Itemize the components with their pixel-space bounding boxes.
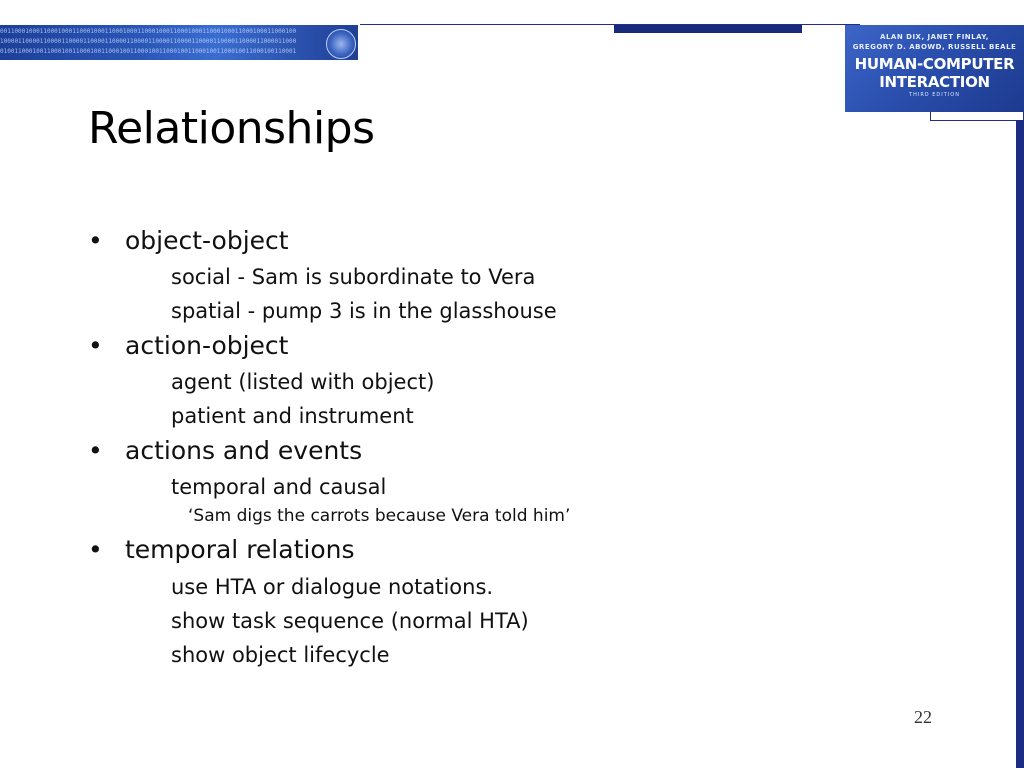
page-number: 22 [914, 707, 932, 727]
sub-item: spatial - pump 3 is in the glasshouse [171, 299, 557, 323]
sub-item: use HTA or dialogue notations. [171, 575, 494, 599]
bullet-item [88, 535, 354, 565]
sub-item: show object lifecycle [171, 643, 390, 667]
binary-row: 0011000100011000100011000100011000100011000100011000100011000100011000100011000100 [0, 28, 297, 35]
sub-item: patient and instrument [171, 404, 414, 428]
book-title-line: INTERACTION [879, 73, 990, 91]
sub-item: show task sequence (normal HTA) [171, 609, 529, 633]
book-edition: THIRD EDITION [909, 92, 960, 98]
bullet-label: actions and events [125, 436, 363, 465]
bullet-label: object-object [125, 226, 289, 255]
authors-line: ALAN DIX, JANET FINLAY, [880, 33, 989, 41]
bullet-item [88, 226, 289, 256]
bullet-label: temporal relations [125, 535, 355, 564]
authors-line: GREGORY D. ABOWD, RUSSELL BEALE [852, 43, 1017, 51]
right-frame-bracket [930, 112, 1024, 121]
sub-item: temporal and causal [171, 475, 387, 499]
binary-row: 1000011000011000011000011000011000011000011000011000011000011000011000011000011000 [0, 38, 297, 45]
quote-item: ‘Sam digs the carrots because Vera told him’ [188, 506, 571, 526]
right-side-bar [1016, 120, 1024, 768]
sub-item: social - Sam is subordinate to Vera [171, 265, 536, 289]
book-title [845, 55, 1024, 91]
bullet-dot: • [88, 226, 103, 255]
bullet-dot: • [88, 535, 103, 564]
bullet-item [88, 436, 362, 466]
top-accent-bar [614, 25, 802, 33]
bullet-label: action-object [125, 331, 289, 360]
book-cover-logo [845, 25, 1024, 112]
binary-banner [0, 25, 358, 60]
bullet-dot: • [88, 331, 103, 360]
emblem-icon [326, 29, 356, 59]
book-title-line: HUMAN-COMPUTER [854, 55, 1015, 73]
slide-title: Relationships [88, 103, 375, 154]
bullet-item [88, 331, 288, 361]
binary-row: 0100110001001100010011000100110001001100010011000100110001001100010011000100110001 [0, 48, 297, 55]
book-authors [845, 32, 1024, 52]
sub-item: agent (listed with object) [171, 370, 435, 394]
binary-pattern [0, 27, 358, 57]
bullet-dot: • [88, 436, 103, 465]
